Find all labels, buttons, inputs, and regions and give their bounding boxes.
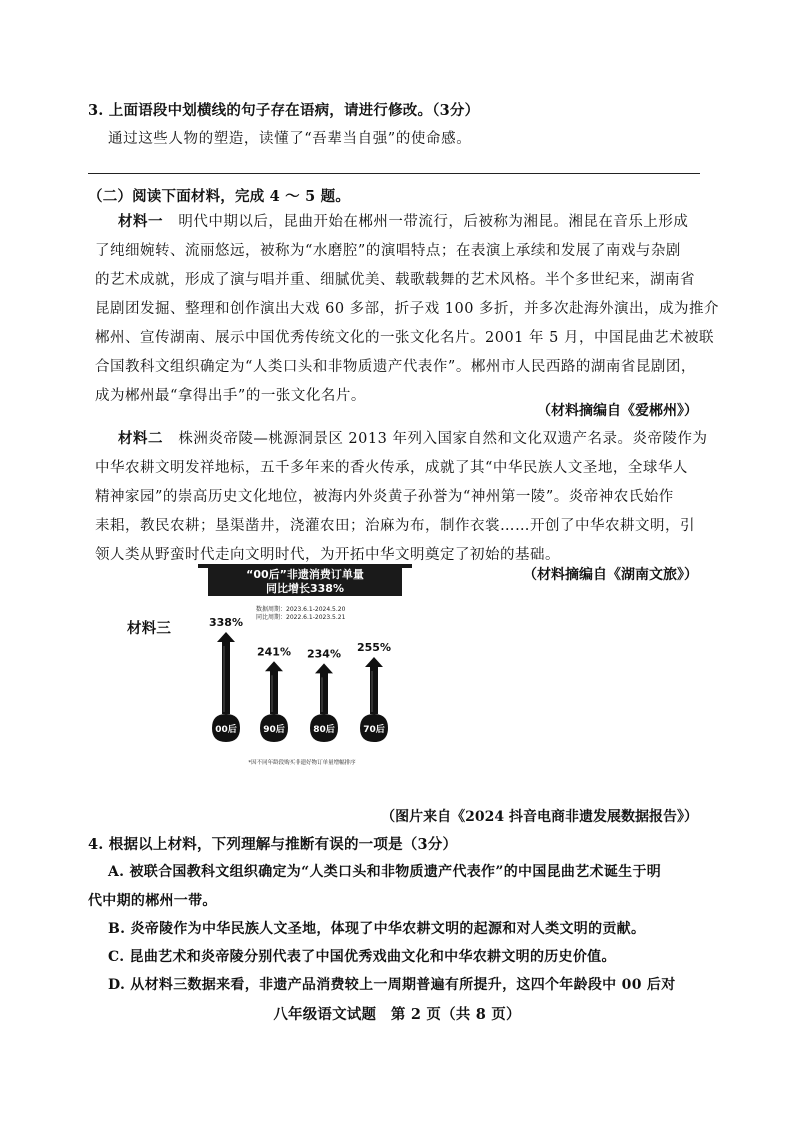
section-heading: （二）阅读下面材料，完成 4 ～ 5 题。: [88, 188, 351, 205]
value-label-2: 234%: [307, 647, 341, 661]
material-1: [95, 207, 720, 411]
material-1-line: 成为郴州最“拿得出手”的一张文化名片。: [95, 388, 366, 404]
page-footer: 八年级语文试题 第 2 页（共 8 页）: [273, 1006, 521, 1023]
material-1-line: 了纯细婉转、流丽悠远，被称为“水磨腔”的演唱特点；在表演上承续和发展了南戏与杂剧: [95, 243, 681, 259]
material-1-text: 明代中期以后，昆曲开始在郴州一带流行，后被称为湘昆。湘昆在音乐上形成: [178, 214, 689, 230]
arrow-bar-3: [365, 657, 383, 714]
banner-line-2: 同比增长338%: [266, 582, 344, 595]
category-label-0: 00后: [215, 725, 237, 735]
arrow-bar-0: [217, 632, 235, 714]
option-a-continued: 代中期的郴州一带。: [88, 893, 217, 909]
category-label-3: 70后: [363, 725, 385, 735]
material-2-line: [95, 424, 708, 454]
material-2-line: 耒耜，教民农耕；垦渠凿井，浇灌农田；治麻为布，制作衣裳……开创了中华农耕文明，引: [95, 518, 695, 534]
period-current: 数据周期：2023.6.1-2024.5.20: [256, 606, 346, 613]
q3-sentence: 通过这些人物的塑造，读懂了“吾辈当自强”的使命感。: [108, 131, 472, 147]
period-compare: 同比周期：2022.6.1-2023.5.21: [256, 614, 346, 621]
arrow-bar-1: [265, 661, 283, 714]
material-3-source: （图片来自《2024 抖音电商非遗发展数据报告》）: [381, 809, 698, 825]
option-d: D. 从材料三数据来看，非遗产品消费较上一周期普遍有所提升，这四个年龄段中 00 后对: [108, 977, 676, 993]
material-1-line: [95, 207, 701, 237]
q4-title: 4. 根据以上材料，下列理解与推断有误的一项是（3分）: [88, 836, 458, 853]
value-label-1: 241%: [257, 645, 291, 659]
material-2: [95, 424, 708, 570]
value-label-3: 255%: [357, 641, 391, 655]
material-1-source: （材料摘编自《爱郴州》）: [537, 403, 698, 419]
material-2-source: （材料摘编自《湖南文旅》）: [523, 567, 698, 583]
material-2-line: 精神家园”的崇高历史文化地位，被海内外炎黄子孙誉为“神州第一陵”。炎帝神农氏始作: [95, 489, 674, 505]
material-2-line: 领人类从野蛮时代走向文明时代，为开拓中华文明奠定了初始的基础。: [95, 547, 560, 563]
option-b: B. 炎帝陵作为中华民族人文圣地，体现了中华农耕文明的起源和对人类文明的贡献。: [108, 921, 646, 937]
material-1-line: 合国教科文组织确定为“人类口头和非物质遗产代表作”。郴州市人民西路的湖南省昆剧团，: [95, 359, 696, 375]
material-1-label: 材料一: [118, 213, 163, 230]
material-2-label: 材料二: [118, 430, 163, 447]
material-2-text: 株洲炎帝陵—桃源洞景区 2013 年列入国家自然和文化双遗产名录。炎帝陵作为: [178, 431, 708, 447]
arrow-bar-2: [315, 663, 333, 714]
banner-line-1: “00后”非遗消费订单量: [246, 568, 364, 581]
q3-title: 3. 上面语段中划横线的句子存在语病，请进行修改。（3分）: [88, 102, 480, 119]
infographic-chart: [190, 562, 420, 772]
material-1-line: 郴州、宣传湖南、展示中国优秀传统文化的一张文化名片。2001 年 5 月，中国昆曲艺术被联: [95, 330, 714, 346]
category-label-1: 90后: [263, 725, 285, 735]
infographic-footnote: *因不同年龄段购买非遗好物订单量增幅排序: [248, 760, 356, 766]
bars-group: [209, 616, 391, 742]
category-label-2: 80后: [313, 725, 335, 735]
option-a: A. 被联合国教科文组织确定为“人类口头和非物质遗产代表作”的中国昆曲艺术诞生于明: [108, 864, 662, 880]
option-c: C. 昆曲艺术和炎帝陵分别代表了中国优秀戏曲文化和中华农耕文明的历史价值。: [108, 949, 616, 965]
material-2-line: 中华农耕文明发祥地标，五千多年来的香火传承，成就了其“中华民族人文圣地，全球华人: [95, 460, 688, 476]
material-1-line: 的艺术成就，形成了演与唱并重、细腻优美、载歌载舞的艺术风格。半个多世纪来，湖南省: [95, 272, 695, 288]
material-3-label: 材料三: [127, 620, 172, 637]
value-label-0: 338%: [209, 616, 243, 629]
section-divider: [88, 173, 700, 174]
material-1-line: 昆剧团发掘、整理和创作演出大戏 60 多部，折子戏 100 多折，并多次赴海外演出，成为推介: [95, 301, 720, 317]
